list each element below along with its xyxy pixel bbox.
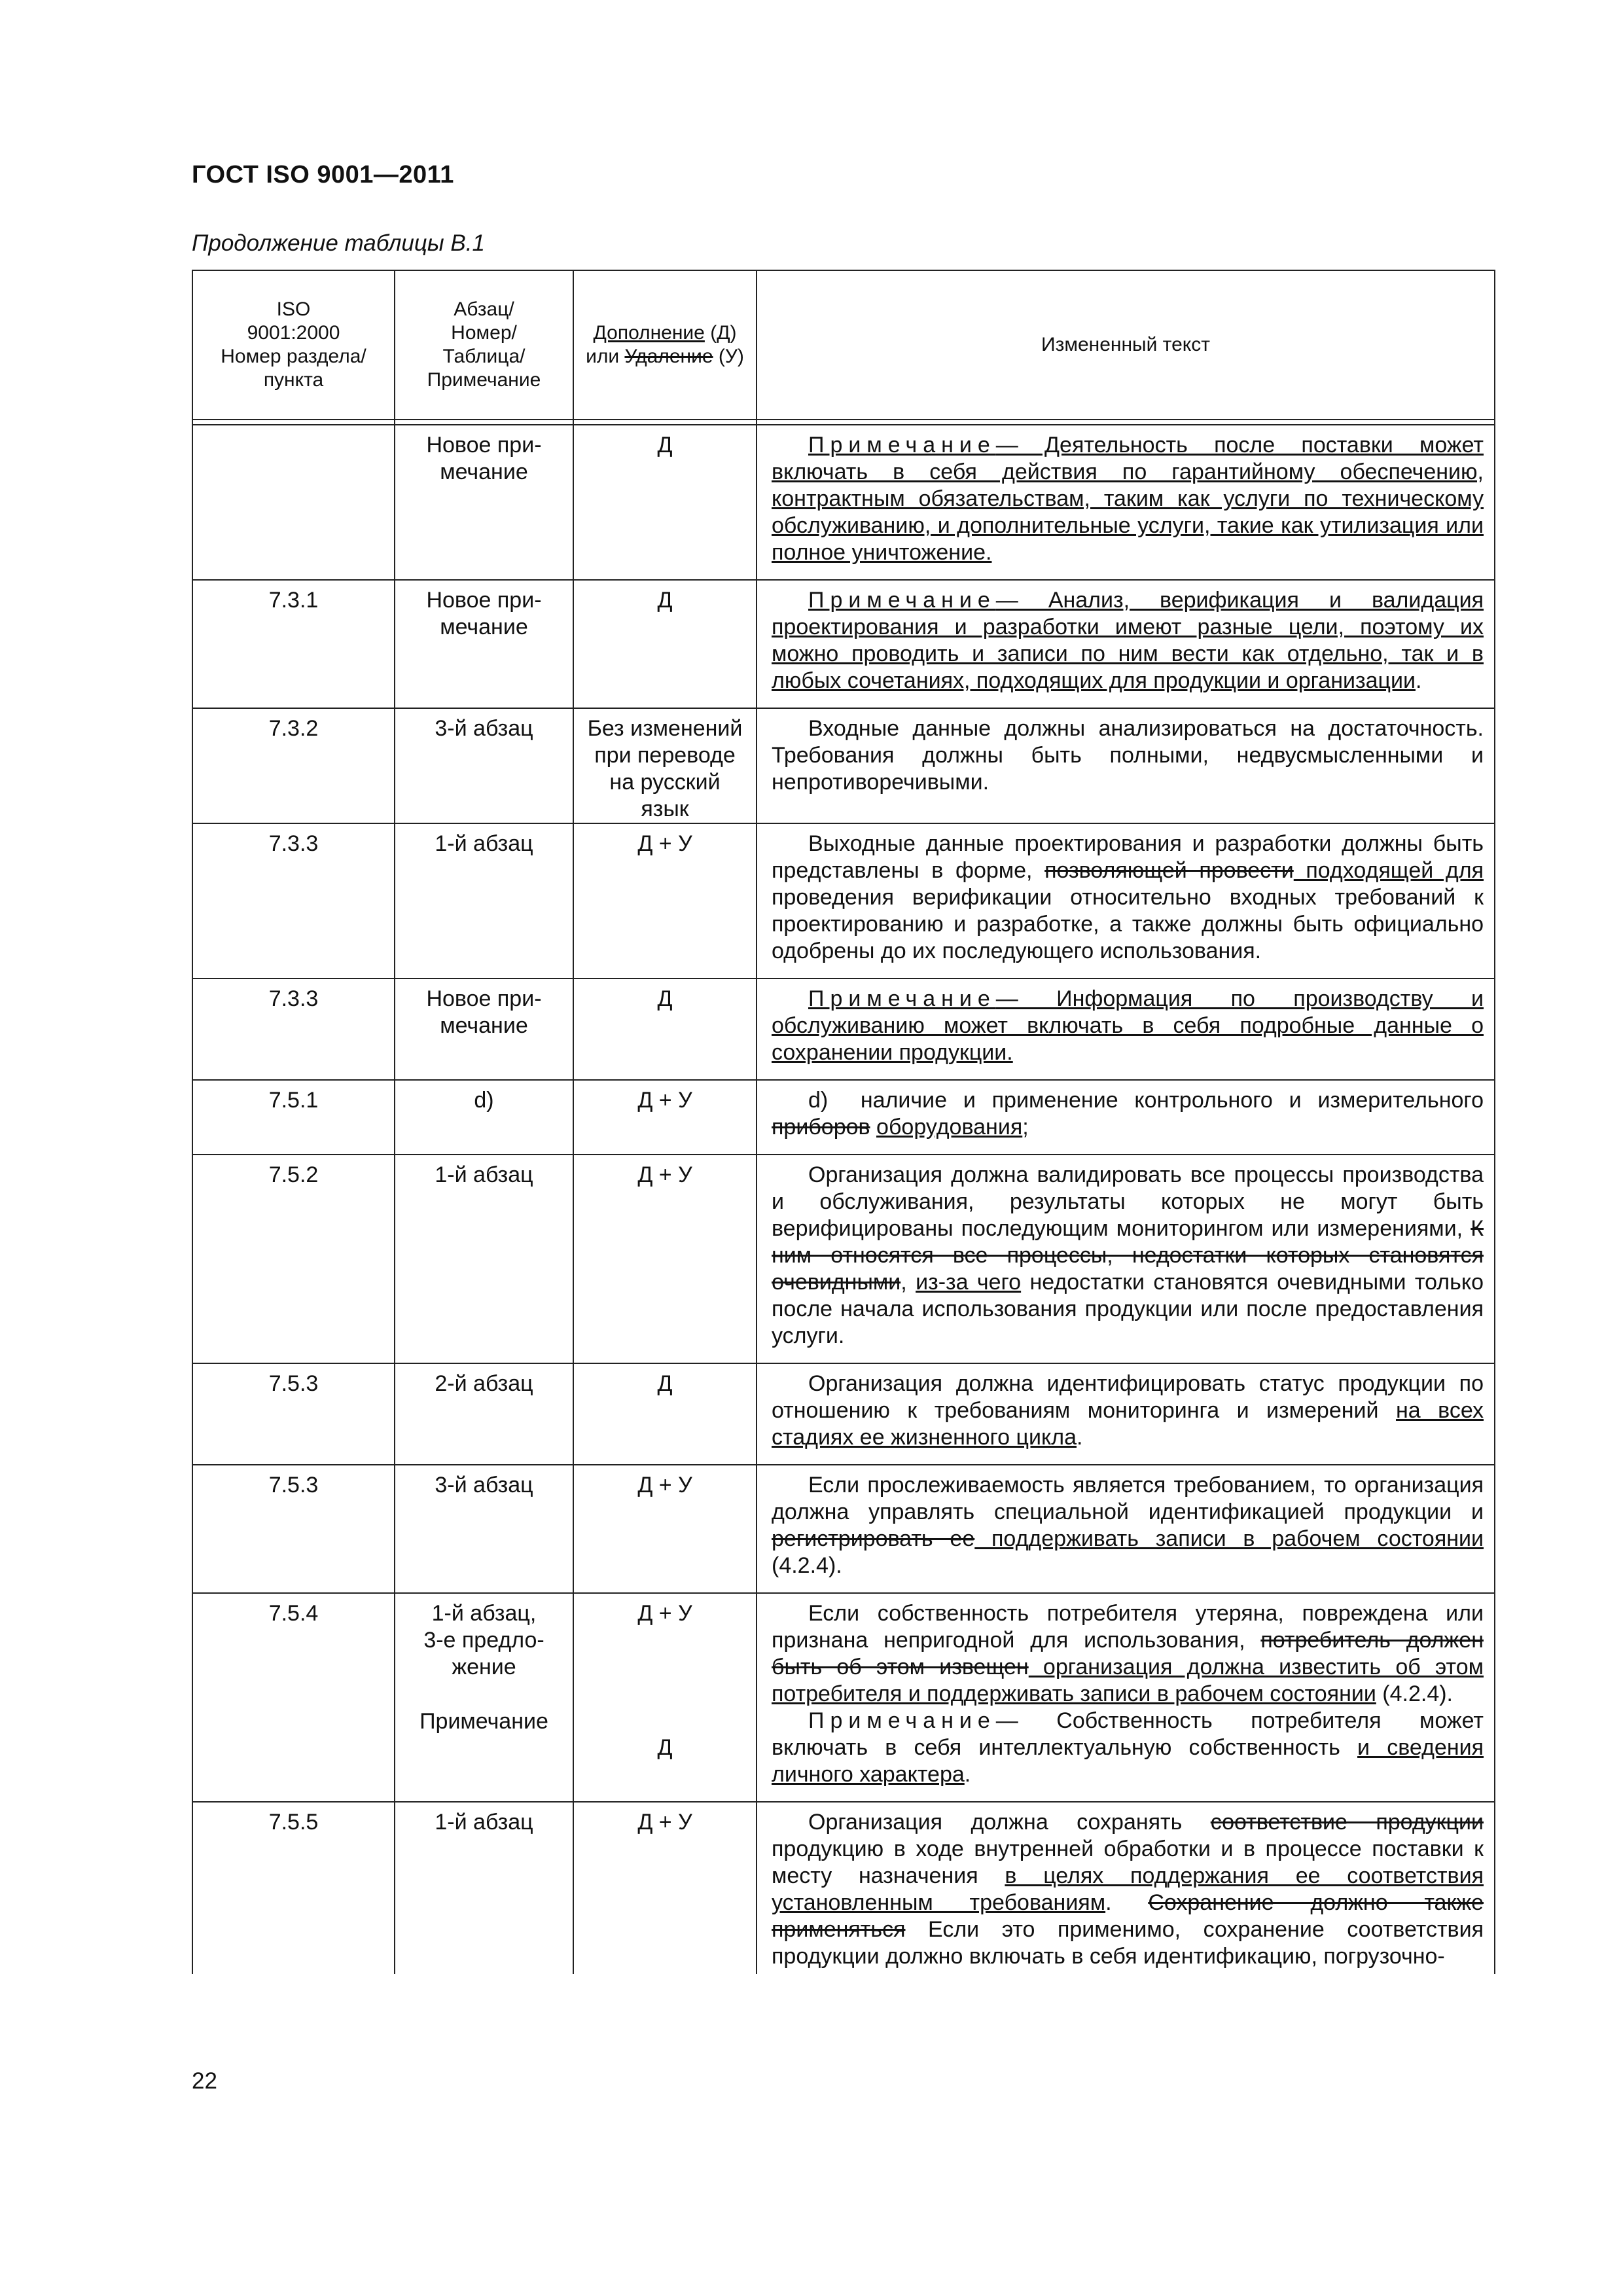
changed-text-cell: [757, 1593, 1495, 1802]
text-plain: продукцию в ходе внутренней обработки и в процессе поставки к месту назначения: [772, 1837, 1484, 1888]
change-type-cell: Д + У: [573, 1155, 757, 1363]
added-text: из-за чего: [916, 1270, 1022, 1295]
clause-cell: 7.3.3: [192, 978, 395, 1080]
header-line: 9001:2000: [247, 322, 340, 344]
changed-text-cell: [757, 1080, 1495, 1155]
paragraph-cell: 1-й абзац: [395, 1802, 573, 1974]
header-changed-text: Измененный текст: [757, 270, 1495, 420]
clause-cell: 7.5.2: [192, 1155, 395, 1363]
header-or: или: [586, 346, 625, 367]
text-plain: .: [1105, 1890, 1149, 1915]
clause-cell: 7.5.3: [192, 1465, 395, 1593]
header-deletion-code: (У): [713, 346, 744, 367]
change-type-cell: Д: [573, 580, 757, 708]
paragraph-cell: Новое при- мечание: [395, 425, 573, 580]
header-addition: Дополнение: [593, 322, 705, 344]
header-deletion: Удаление: [624, 346, 713, 367]
note-label: Примечание: [808, 588, 996, 613]
table-row: [192, 425, 1495, 580]
paragraph-value: 1-й абзац, 3-е предло- жение: [423, 1601, 544, 1679]
changed-text-cell: [757, 1363, 1495, 1465]
changed-text-cell: [757, 708, 1495, 823]
text-plain: Организация должна сохранять: [808, 1810, 1211, 1835]
text-plain: d) наличие и применение контрольного и измерительного: [808, 1088, 1490, 1113]
text-plain: Если собственность потребителя утеряна, повреждена или признана непригодной для использования,: [772, 1601, 1484, 1653]
change-type-cell: Без изменений при переводе на русский язык: [573, 708, 757, 823]
added-text: поддерживать записи в рабочем состоянии: [974, 1526, 1484, 1551]
added-text: оборудования: [876, 1115, 1023, 1139]
header-line: Абзац/: [454, 298, 514, 320]
deleted-text: приборов: [772, 1115, 870, 1139]
header-paragraph: [395, 270, 573, 420]
added-text: на всех стадиях ее жизненного цикла: [772, 1398, 1484, 1450]
text-plain: (4.2.4).: [1376, 1681, 1454, 1706]
header-line: Примечание: [427, 369, 541, 391]
paragraph-cell: 1-й абзац: [395, 1155, 573, 1363]
clause-cell: 7.5.3: [192, 1363, 395, 1465]
note-text: — Деятельность после поставки может включать в себя действия по гарантийному обеспечению, контрактным обязательствам, таким как услуги по техническому обслуживанию, и дополнительные услуги, такие как утилизация или полное уничтожение.: [772, 433, 1484, 565]
changed-text-cell: [757, 1155, 1495, 1363]
change-type-cell: Д: [573, 1363, 757, 1465]
paragraph-cell: 3-й абзац: [395, 708, 573, 823]
header-line: [580, 345, 749, 368]
deleted-text: регистрировать ее: [772, 1526, 975, 1551]
clause-cell: 7.3.3: [192, 823, 395, 978]
note-text: — Анализ, верификация и валидация проектирования и разработки имеют разные цели, поэтому их можно проводить и записи по ним вести как отдельно, так и в любых сочетаниях, подходящих для продукции и организации: [772, 588, 1484, 693]
text-end: .: [1415, 668, 1422, 693]
table-continuation-caption: Продолжение таблицы В.1: [192, 230, 485, 256]
header-separator: [192, 420, 1495, 425]
clause-cell: 7.5.1: [192, 1080, 395, 1155]
deleted-text: соответствие продукции: [1210, 1810, 1484, 1835]
added-text: организация должна известить об этом потребителя и поддерживать записи в рабочем состоянии: [772, 1655, 1484, 1706]
change-type-cell: Д + У: [573, 1465, 757, 1593]
paragraph-cell: 3-й абзац: [395, 1465, 573, 1593]
clause-cell: 7.5.5: [192, 1802, 395, 1974]
text-plain: Организация должна валидировать все процессы производства и обслуживания, результаты которых не могут быть верифицированы последующим мониторингом или измерениями,: [772, 1162, 1484, 1241]
clause-cell: 7.3.1: [192, 580, 395, 708]
header-change-type: [573, 270, 757, 420]
table-row: [192, 708, 1495, 823]
table-row: [192, 1080, 1495, 1155]
header-line: Номер/: [451, 322, 517, 344]
note-label: Примечание: [808, 986, 996, 1011]
changed-text-cell: [757, 823, 1495, 978]
added-text: и сведения личного характера: [772, 1735, 1484, 1787]
paragraph-cell: Новое при- мечание: [395, 580, 573, 708]
clause-cell: 7.3.2: [192, 708, 395, 823]
table-row: [192, 823, 1495, 978]
header-iso-clause: [192, 270, 395, 420]
table-row: [192, 1802, 1495, 1974]
note-text: — Информация по производству и обслуживанию может включать в себя подробные данные о сохранении продукции.: [772, 986, 1484, 1065]
text-plain: Организация должна идентифицировать статус продукции по отношению к требованиям мониторинга и измерений: [772, 1371, 1484, 1423]
change-type-cell: Д + У: [573, 1080, 757, 1155]
changes-table: [192, 270, 1495, 1974]
paragraph-cell: Новое при- мечание: [395, 978, 573, 1080]
text-plain: Если прослеживаемость является требованием, то организация должна управлять специальной идентификацией продукции и: [772, 1473, 1484, 1524]
changed-text-cell: [757, 580, 1495, 708]
text-plain: Выходные данные проектирования и разработки должны быть представлены в форме,: [772, 831, 1484, 883]
note-text: — Собственность потребителя может включать в себя интеллектуальную собственность: [772, 1708, 1484, 1760]
table-row: [192, 1155, 1495, 1363]
change-type-cell: [573, 1593, 757, 1802]
header-line: [580, 321, 749, 345]
change-type-cell: Д: [573, 425, 757, 580]
paragraph-cell: [395, 1593, 573, 1802]
deleted-text: потребитель должен быть об этом извещен: [772, 1628, 1484, 1679]
paragraph-value: Примечание: [419, 1709, 548, 1734]
deleted-text: К ним относятся все процессы, недостатки которых становятся очевидными: [772, 1216, 1484, 1295]
change-type-cell: Д + У: [573, 1802, 757, 1974]
clause-cell: [192, 425, 395, 580]
text-plain: Входные данные должны анализироваться на достаточность. Требования должны быть полными, недвусмысленными и непротиворечивыми.: [772, 716, 1484, 795]
added-text: в целях поддержания ее соответствия установленным требованиям: [772, 1863, 1484, 1915]
paragraph-cell: 2-й абзац: [395, 1363, 573, 1465]
header-line: Номер раздела/: [221, 346, 366, 367]
table-header-row: [192, 270, 1495, 420]
changed-text-cell: [757, 425, 1495, 580]
text-plain: проведения верификации относительно входных требований к проектированию и разработке, а также должны быть официально одобрены до их последующего использования.: [772, 885, 1484, 963]
table-row: [192, 978, 1495, 1080]
note-label: Примечание: [808, 1708, 996, 1733]
added-text: подходящей для: [1293, 858, 1484, 883]
text-plain: недостатки становятся очевидными только после начала использования продукции или после предоставления услуги.: [772, 1270, 1484, 1348]
paragraph-cell: 1-й абзац: [395, 823, 573, 978]
table-row: [192, 1465, 1495, 1593]
change-type-cell: Д + У: [573, 823, 757, 978]
header-line: Таблица/: [442, 346, 526, 367]
text-end: ;: [1022, 1115, 1029, 1139]
changed-text-cell: [757, 1802, 1495, 1974]
text-end: .: [1077, 1425, 1083, 1450]
note-label: Примечание: [808, 433, 996, 457]
paragraph-cell: d): [395, 1080, 573, 1155]
table-row: [192, 1363, 1495, 1465]
deleted-text: Сохранение должно также применяться: [772, 1890, 1484, 1942]
text-plain: (4.2.4).: [772, 1553, 842, 1578]
table-row: [192, 1593, 1495, 1802]
deleted-text: позволяющей провести: [1044, 858, 1294, 883]
header-line: ISO: [276, 298, 311, 320]
clause-cell: 7.5.4: [192, 1593, 395, 1802]
change-type-value: Д: [657, 1735, 673, 1760]
text-end: .: [964, 1762, 971, 1787]
header-line: пункта: [263, 369, 324, 391]
table-row: [192, 580, 1495, 708]
header-addition-code: (Д): [704, 322, 737, 344]
page-number: 22: [192, 2068, 217, 2094]
changed-text-cell: [757, 1465, 1495, 1593]
changed-text-cell: [757, 978, 1495, 1080]
standard-title: ГОСТ ISO 9001—2011: [192, 161, 454, 188]
change-type-value: Д + У: [637, 1601, 692, 1626]
text-plain: Если это применимо, сохранение соответствия продукции должно включать в себя идентификацию, погрузочно-: [772, 1917, 1484, 1969]
text-plain: ,: [901, 1270, 916, 1295]
change-type-cell: Д: [573, 978, 757, 1080]
